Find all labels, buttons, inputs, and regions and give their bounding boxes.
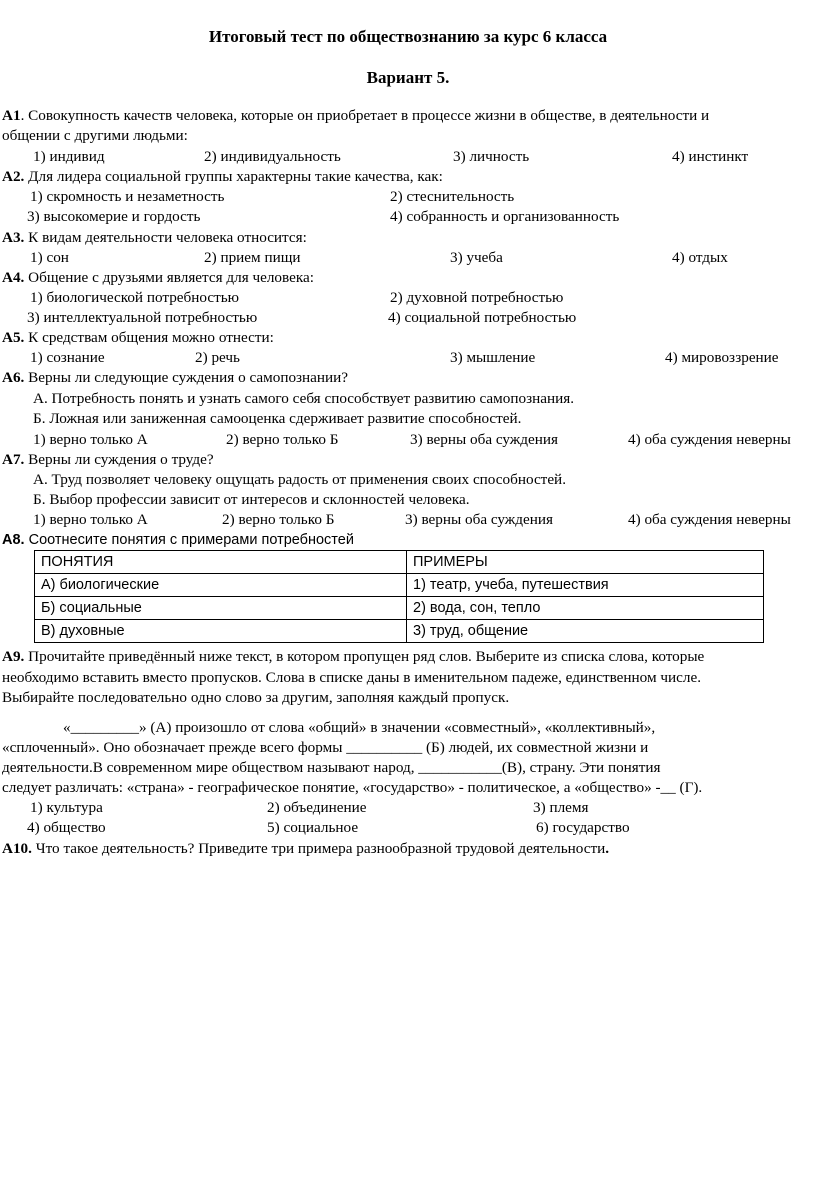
option: 3) интеллектуальной потребностью: [27, 309, 258, 326]
matching-table: [34, 550, 764, 643]
option: 2) индивидуальность: [204, 148, 341, 165]
option: 2) духовной потребностью: [390, 289, 564, 306]
table-cell: 3) труд, общение: [407, 620, 764, 643]
question-number: А7.: [2, 451, 25, 468]
option: 3) верны оба суждения: [405, 511, 553, 528]
question-a7: [2, 450, 214, 470]
question-a10: [2, 839, 609, 859]
option: 3) мышление: [450, 349, 536, 366]
option: 6) государство: [536, 819, 630, 836]
option: 2) верно только Б: [226, 431, 339, 448]
option: 3) высокомерие и гордость: [27, 208, 201, 225]
statement-a: А. Труд позволяет человеку ощущать радость от применения своих способностей.: [33, 471, 566, 488]
question-a4: [2, 268, 314, 288]
option: 1) верно только А: [33, 511, 148, 528]
option: 1) биологической потребностью: [30, 289, 240, 306]
table-cell: В) духовные: [35, 620, 407, 643]
option: 1) скромность и незаметность: [30, 188, 225, 205]
question-a1: [2, 106, 709, 126]
table-row: [35, 597, 764, 620]
question-text: Общение с друзьями является для человека:: [24, 269, 314, 286]
question-number: А9.: [2, 648, 25, 665]
statement-b: Б. Выбор профессии зависит от интересов и склонностей человека.: [33, 491, 470, 508]
option: 4) социальной потребностью: [388, 309, 577, 326]
table-header-cell: ПОНЯТИЯ: [35, 551, 407, 574]
question-number: А2.: [2, 168, 25, 185]
question-text: К видам деятельности человека относится:: [24, 229, 307, 246]
option: 3) личность: [453, 148, 530, 165]
question-text: Для лидера социальной группы характерны такие качества, как:: [24, 168, 443, 185]
question-text: Верны ли следующие суждения о самопознании?: [24, 369, 349, 386]
table-header-row: [35, 551, 764, 574]
option: 3) верны оба суждения: [410, 431, 558, 448]
option: 4) оба суждения неверны: [628, 511, 791, 528]
test-title: Итоговый тест по обществознанию за курс 6 класса: [208, 27, 608, 46]
option: 4) инстинкт: [672, 148, 749, 165]
option: 4) собранность и организованность: [390, 208, 620, 225]
option: 4) мировоззрение: [665, 349, 779, 366]
option: 4) оба суждения неверны: [628, 431, 791, 448]
option: 3) учеба: [450, 249, 503, 266]
option: 2) стеснительность: [390, 188, 515, 205]
statement-b: Б. Ложная или заниженная самооценка сдерживает развитие способностей.: [33, 410, 522, 427]
question-a5: [2, 328, 274, 348]
passage-line: следует различать: «страна» - географическое понятие, «государство» - политическое, а «общество» -__ (Г).: [2, 779, 703, 796]
question-text: Верны ли суждения о труде?: [24, 451, 214, 468]
question-text-cont: необходимо вставить вместо пропусков. Слова в списке даны в именительном падеже, единственном числе.: [2, 669, 701, 686]
question-text-cont: Выбирайте последовательно одно слово за другим, заполняя каждый пропуск.: [2, 689, 510, 706]
question-number: А3.: [2, 229, 25, 246]
question-number: А10.: [2, 840, 32, 857]
question-a9: [2, 647, 704, 667]
question-text: Что такое деятельность? Приведите три примера разнообразной трудовой деятельности: [31, 840, 606, 857]
question-number: А5.: [2, 329, 25, 346]
table-cell: Б) социальные: [35, 597, 407, 620]
question-a6: [2, 368, 348, 388]
option: 2) верно только Б: [222, 511, 335, 528]
question-number: А1: [2, 107, 21, 124]
passage-line: «_________» (А) произошло от слова «общий» в значении «совместный», «коллективный»,: [63, 719, 656, 736]
question-a3: [2, 228, 307, 248]
table-cell: 2) вода, сон, тепло: [407, 597, 764, 620]
option: 1) культура: [30, 799, 103, 816]
question-number: А6.: [2, 369, 25, 386]
option: 4) общество: [27, 819, 106, 836]
option: 2) объединение: [267, 799, 367, 816]
option: 2) прием пищи: [204, 249, 301, 266]
option: 1) сон: [30, 249, 69, 266]
question-text-cont: общении с другими людьми:: [2, 127, 188, 144]
question-text: Соотнесите понятия с примерами потребностей: [24, 532, 354, 548]
option: 5) социальное: [267, 819, 359, 836]
question-number: А4.: [2, 269, 25, 286]
option: 4) отдых: [672, 249, 728, 266]
question-a8: [2, 530, 354, 550]
question-text: . Совокупность качеств человека, которые он приобретает в процессе жизни в обществе, в деятельности и: [20, 107, 710, 124]
table-row: [35, 620, 764, 643]
option: 2) речь: [195, 349, 240, 366]
question-text: К средствам общения можно отнести:: [24, 329, 274, 346]
passage-line: «сплоченный». Оно обозначает прежде всего формы __________ (Б) людей, их совместной жизни и: [2, 739, 649, 756]
option: 1) верно только А: [33, 431, 148, 448]
table-cell: А) биологические: [35, 574, 407, 597]
statement-a: А. Потребность понять и узнать самого себя способствует развитию самопознания.: [33, 390, 575, 407]
option: 1) индивид: [33, 148, 105, 165]
table-header-cell: ПРИМЕРЫ: [407, 551, 764, 574]
passage-line: деятельности.В современном мире обществом называют народ, ___________(В), страну. Эти понятия: [2, 759, 661, 776]
option: 1) сознание: [30, 349, 105, 366]
table-row: [35, 574, 764, 597]
question-a2: [2, 167, 443, 187]
table-cell: 1) театр, учеба, путешествия: [407, 574, 764, 597]
variant-title: Вариант 5.: [366, 68, 450, 87]
question-end-mark: .: [605, 840, 610, 857]
question-text: Прочитайте приведённый ниже текст, в котором пропущен ряд слов. Выберите из списка слова, которые: [24, 648, 705, 665]
question-number: А8.: [2, 532, 25, 548]
option: 3) племя: [533, 799, 589, 816]
